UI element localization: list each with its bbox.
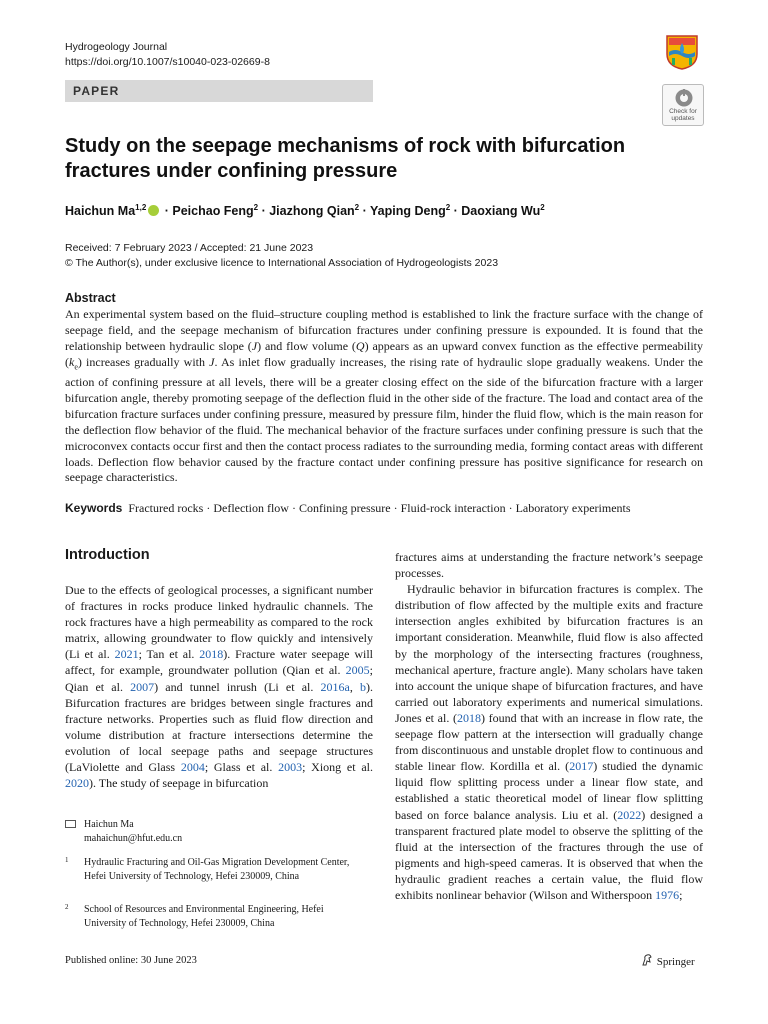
author-list [65,203,545,218]
keywords-label: Keywords [65,501,123,515]
author-affiliation: 1,2 [135,203,147,212]
author-affiliation: 2 [354,203,360,212]
received-accepted: Received: 7 February 2023 / Accepted: 21 June 2023 [65,242,314,254]
check-for-updates-button[interactable] [662,84,704,126]
published-online: Published online: 30 June 2023 [65,955,197,966]
author-name[interactable]: Daoxiang Wu [461,204,541,219]
author-separator: · [161,204,173,219]
copyright-line: © The Author(s), under exclusive licence to International Association of Hydrogeologists 2023 [65,257,499,269]
springer-horse-icon [640,953,654,967]
article-title: Study on the seepage mechanisms of rock with bifurcation fractures under confining pressure [65,135,626,182]
publisher-logo [640,953,695,968]
abstract-text: An experimental system based on the fluid–structure coupling method is established to link the fracture surface with the change of seepage field, and the seepage mechanism of bifurcation fractures under confining pressure is expounded. It is found that the relationship between hydraulic slope (J) and flow volume (Q) appears as an upward convex function as the effective permeability $(k_e)$ increases gradually with J. As inlet flow gradually increases, the rising rate of hydraulic slope gradually weakens. Under the action of confining pressure at all levels, there will be a greater closing effect on the side of the bifurcation fracture with a larger bifurcation angle, thereby promoting seepage of the deflection fluid in the other side of the fracture. The load and contact area of the bifurcation fracture surfaces under confining pressure, measured by pressure film, hinder the fluid flow, which is the main reason for the deflection flow behavior of the fluid. The mechanical behavior of the fracture surfaces under confining pressure is such that the microconvex contacts occur first and then the contact process radiates to the surrounding media, forming contact areas with different loads. Deflection flow behavior caused by the fracture contact under confining pressure has positive significance for research on seepage characteristics. [65,307,703,485]
author-name[interactable]: Haichun Ma [65,204,136,219]
check-updates-icon [674,88,694,108]
journal-header [65,40,270,70]
introduction-heading: Introduction [65,547,150,563]
author-separator: · [359,204,371,219]
affiliation-2 [65,903,365,931]
check-updates-label: Check for updates [669,108,697,122]
keywords [65,501,631,516]
article-type-band [65,80,373,102]
right-column [395,549,703,903]
abstract-heading: Abstract [65,291,116,305]
left-column [65,582,373,791]
author-name[interactable]: Yaping Deng [370,204,446,219]
author-affiliation: 2 [540,203,545,212]
author-separator: · [450,204,462,219]
publisher-name: Springer [656,956,695,968]
affiliation-number: 1 [65,856,69,864]
author-name[interactable]: Peichao Feng [172,204,254,219]
contact-email[interactable]: mahaichun@hfut.edu.cn [84,833,183,844]
affiliation-1 [65,856,365,884]
article-dates [65,241,498,271]
author-affiliation: 2 [445,203,451,212]
intro-paragraph-right-1: fractures aims at understanding the fracture network’s seepage processes. [395,550,703,581]
doi-link[interactable]: https://doi.org/10.1007/s10040-023-02669-8 [65,56,270,68]
envelope-icon [65,820,76,828]
affiliation-text: Hydraulic Fracturing and Oil-Gas Migration Development Center, Hefei University of Technology, Hefei 230009, China [84,857,350,882]
article-type-label: PAPER [73,84,120,98]
author-name[interactable]: Jiazhong Qian [269,204,355,219]
affiliation-text: School of Resources and Environmental Engineering, Hefei University of Technology, Hefei 230009, China [84,904,324,929]
intro-paragraph-right-2: Hydraulic behavior in bifurcation fractures is complex. The distribution of flow affected by the multiple exits and fracture intersection angles exhibited by bifurcation fractures is an important consideration. Meanwhile, fluid flow is also affected by the morphology of the intersecting fractures (roughness, mechanical aperture, fracture angle). Many scholars have taken into account the unique shape of bifurcation fractures, and have carried out laboratory experiments and numerical simulations. Jones et al. (2018) found that with an increase in flow rate, the seepage flow pattern at the intersection will gradually change from discontinuous and unstable droplet flow to continuous and stable linear flow. Kordilla et al. (2017) studied the dynamic liquid flow splitting process under a linear flow state, and established a static theoretical model of linear flow splitting based on force balance analysis. Liu et al. (2022) designed a transparent fractured plate model to observe the splitting of the fluid at the intersection of the fractures through the use of pigments and high-speed cameras. It is observed that when the hydraulic gradient reaches a certain value, the fluid flow exhibits nonlinear behavior (Wilson and Witherspoon 1976; [395,582,704,902]
corresponding-author [65,818,182,846]
author-separator: · [258,204,270,219]
journal-name: Hydrogeology Journal [65,41,168,53]
journal-logo-icon [665,34,699,70]
author-affiliation: 2 [253,203,259,212]
contact-name: Haichun Ma [84,819,134,830]
intro-paragraph-left: Due to the effects of geological processes, a significant number of fractures in rocks produce linked hydraulic channels. The rock fractures have a high permeability as compared to the rock matrix, allowing groundwater to flow quickly and intensively (Li et al. 2021; Tan et al. 2018). Fracture water seepage will affect, for example, groundwater pollution (Qian et al. 2005; Qian et al. 2007) and tunnel inrush (Li et al. 2016a, b). Bifurcation fractures are bridges between single fractures and fracture networks. Properties such as fluid flow direction and volume distribution at fracture intersections determine the evolution of local seepage paths and seepage structures (LaViolette and Glass 2004; Glass et al. 2003; Xiong et al. 2020). The study of seepage in bifurcation [65,583,374,791]
keywords-list: Fractured rocks · Deflection flow · Confining pressure · Fluid-rock interaction · Laboratory experiments [128,501,631,515]
orcid-icon[interactable] [148,205,159,216]
affiliation-number: 2 [65,903,69,911]
